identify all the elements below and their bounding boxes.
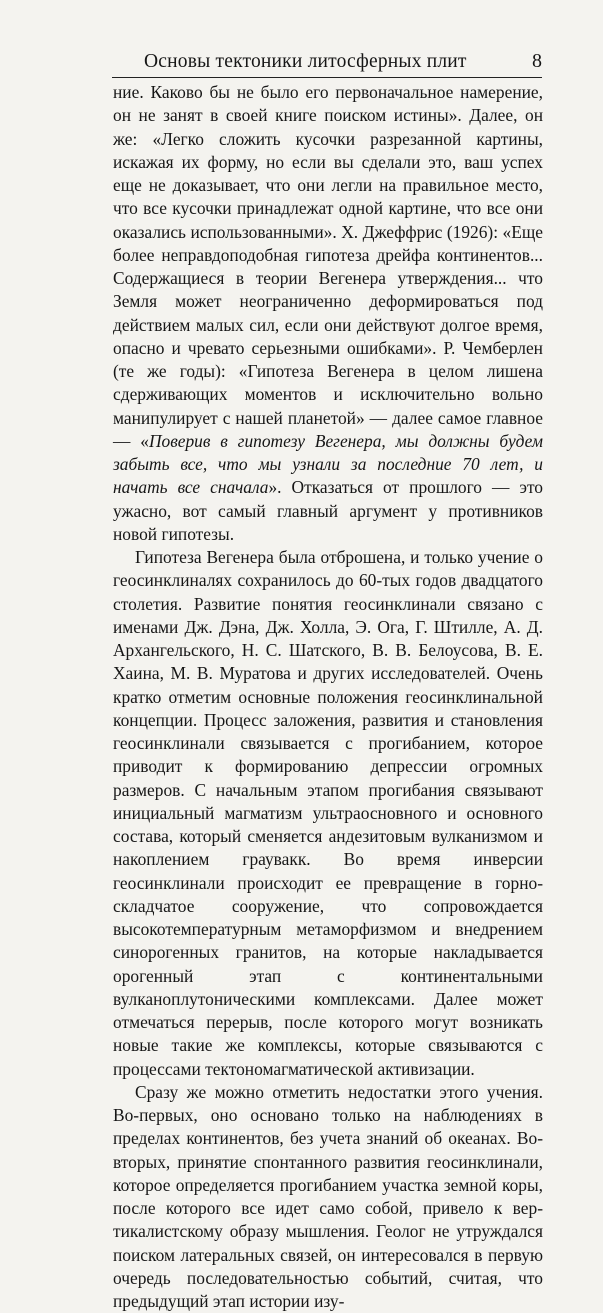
paragraph-1 xyxy=(113,81,543,546)
italic-quote: Поверив в гипотезу Вегенера, мы должны будем забыть все, что мы узнали за последние 70 лет, и начать все сначала xyxy=(113,430,544,498)
text-run: ». Отказаться от прошлого — это ужасно, вот самый главный аргумент у противников новой гипотезы. xyxy=(113,477,544,544)
paragraph-2 xyxy=(113,546,543,1081)
text-run: Сразу же можно отметить недостатки этого учения. Во-первых, оно основано только на наблюдениях в пределах континентов, без учета знаний об океанах. Во-вторых, принятие спонтанного развития геосинклинали, которое определяется прогибанием участка земной коры, после которого все идет само собой, привело к вертикалистскому образу мышления. Геолог не утруждался поиском латеральных связей, он интересовался в первую очередь последовательностью событий, считая, что предыдущий этап истории изу- xyxy=(113,1081,543,1311)
body-text xyxy=(113,81,543,1313)
running-header xyxy=(112,47,542,78)
header-title: Основы тектоники литосферных плит xyxy=(144,51,467,72)
text-run: ние. Каково бы не было его первоначальное намерение, он не занят в своей книге поиском истины». Далее, он же: «Легко сложить кусочки разрезанной картины, искажая их форму, но если вы сделали это, ваш успех еще не доказывает, что они легли на правильное место, что все кусочки принадлежат одной картине, что все они оказались использованными». Х. Джеффрис (1926): «Еще более неправдоподобная гипотеза дрейфа континентов... Содержащиеся в теории Вегенера утверждения... что Земля может неограниченно деформироваться под действием малых сил, если они действуют долгое время, опасно и чревато серьезными ошибками». Р. Чемберлен (те же годы): «Гипотеза Вегенера в целом лишена сдерживающих моментов и исключительно вольно манипулирует с нашей планетой» — далее самое главное — « xyxy=(113,82,543,451)
text-run: Гипотеза Вегенера была отброшена, и только учение о геосинклиналях сохранилось до 60-тых годов двадцатого столетия. Развитие понятия геосинклинали связано с именами Дж. Дэна, Дж. Холла, Э. Ога, Г. Штилле, А. Д. Архангельского, Н. С. Шатского, В. В. Белоусова, В. Е. Хаина, М. В. Муратова и других исследователей. Очень кратко отметим основные положения геосинклинальной концепции. Процесс заложения, развития и становления геосинклинали связывается с прогибанием, которое приводит к формированию депрессии огромных размеров. С начальным этапом прогибания связывают инициальный магматизм ультраосновного и основного состава, который сменяется андезитовым вулканизмом и накоплением граувакк. Во время инверсии геосинклинали происходит ее превращение в горно-складчатое сооружение, что сопровождается высокотемпературным метаморфизмом и внедрением синорогенных гранитов, на которые накладывается орогенный этап с континентальными вулканоплутоническими комплексами. Далее может отмечаться перерыв, после которого могут возникать новые такие же комплексы, которые связываются с процессами тектономагматической активизации. xyxy=(113,547,543,1079)
paragraph-3 xyxy=(113,1081,543,1313)
page-number: 8 xyxy=(532,50,542,72)
